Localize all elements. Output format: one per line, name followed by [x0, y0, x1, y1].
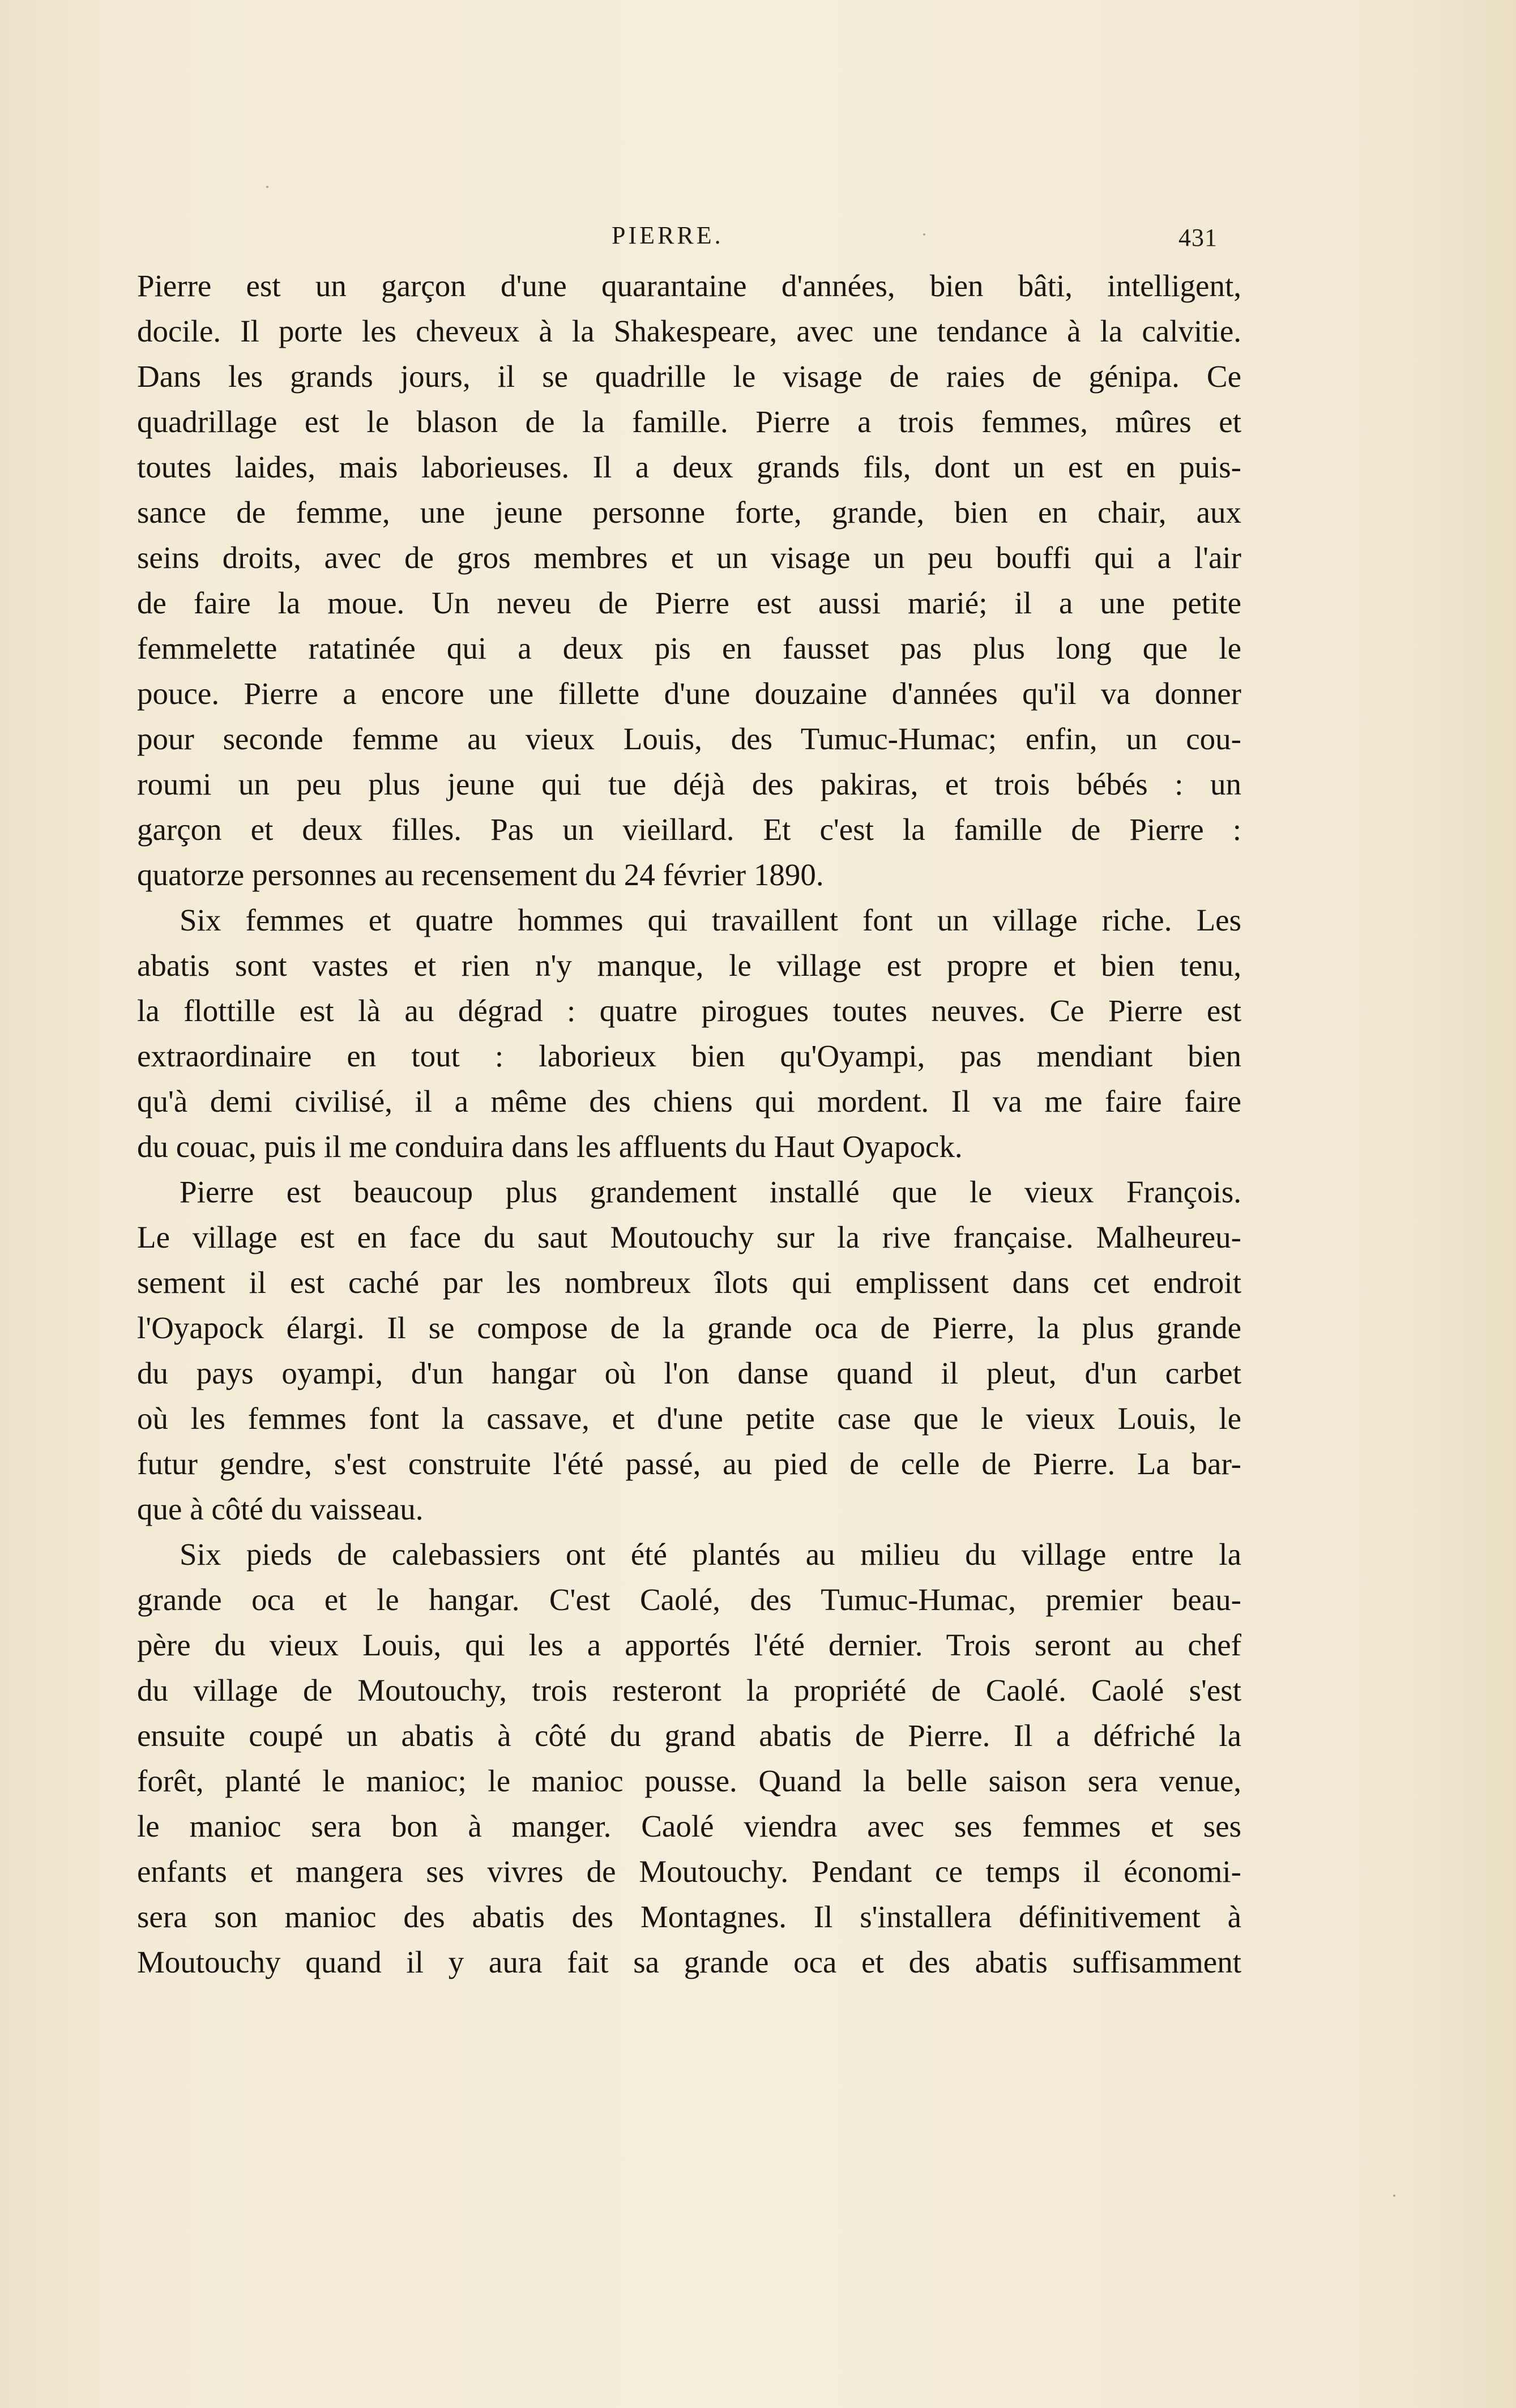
text-line: père du vieux Louis, qui les a apportés l'été dernier. Trois seront au chef — [137, 1628, 1241, 1662]
text-line: Pierre est un garçon d'une quarantaine d'années, bien bâti, intelligent, — [137, 268, 1241, 303]
text-line: grande oca et le hangar. C'est Caolé, des Tumuc-Humac, premier beau- — [137, 1582, 1241, 1617]
text-line: le manioc sera bon à manger. Caolé viendra avec ses femmes et ses — [137, 1809, 1241, 1843]
text-line: futur gendre, s'est construite l'été passé, au pied de celle de Pierre. La bar- — [137, 1446, 1241, 1481]
paper-speck — [266, 186, 268, 188]
text-line: du pays oyampi, d'un hangar où l'on danse quand il pleut, d'un carbet — [137, 1356, 1241, 1390]
text-line: où les femmes font la cassave, et d'une petite case que le vieux Louis, le — [137, 1401, 1241, 1436]
text-line: de faire la moue. Un neveu de Pierre est aussi marié; il a une petite — [137, 586, 1241, 620]
text-line: sance de femme, une jeune personne forte, grande, bien en chair, aux — [137, 495, 1241, 530]
text-line: toutes laides, mais laborieuses. Il a deux grands fils, dont un est en puis- — [137, 450, 1241, 484]
text-line: Le village est en face du saut Moutouchy sur la rive française. Malheureu- — [137, 1220, 1241, 1254]
text-line: que à côté du vaisseau. — [137, 1492, 424, 1526]
text-line: enfants et mangera ses vivres de Moutouchy. Pendant ce temps il économi- — [137, 1854, 1241, 1889]
text-line: quadrillage est le blason de la famille. Pierre a trois femmes, mûres et — [137, 404, 1241, 439]
text-line: l'Oyapock élargi. Il se compose de la grande oca de Pierre, la plus grande — [137, 1310, 1241, 1345]
text-line: sera son manioc des abatis des Montagnes. Il s'installera définitivement à — [137, 1899, 1241, 1934]
text-line: quatorze personnes au recensement du 24 février 1890. — [137, 857, 824, 892]
paper-speck — [923, 233, 925, 236]
text-line: Six femmes et quatre hommes qui travaillent font un village riche. Les — [180, 903, 1241, 937]
paragraph-1 — [137, 263, 1241, 898]
text-line: pouce. Pierre a encore une fillette d'une douzaine d'années qu'il va donner — [137, 676, 1241, 711]
text-line: du village de Moutouchy, trois resteront la propriété de Caolé. Caolé s'est — [137, 1673, 1241, 1707]
text-line: abatis sont vastes et rien n'y manque, le village est propre et bien tenu, — [137, 948, 1241, 983]
paragraph-3 — [137, 1169, 1241, 1532]
text-line: qu'à demi civilisé, il a même des chiens qui mordent. Il va me faire faire — [137, 1084, 1241, 1118]
text-line: garçon et deux filles. Pas un vieillard. Et c'est la famille de Pierre : — [137, 812, 1241, 847]
text-line: forêt, planté le manioc; le manioc pousse. Quand la belle saison sera venue, — [137, 1764, 1241, 1798]
text-line: sement il est caché par les nombreux îlots qui emplissent dans cet endroit — [137, 1265, 1241, 1300]
text-line: Moutouchy quand il y aura fait sa grande oca et des abatis suffisamment — [137, 1945, 1241, 1979]
text-line: du couac, puis il me conduira dans les affluents du Haut Oyapock. — [137, 1129, 963, 1164]
text-line: Six pieds de calebassiers ont été plantés au milieu du village entre la — [180, 1537, 1241, 1572]
paragraph-4 — [137, 1532, 1241, 1985]
text-line: Dans les grands jours, il se quadrille le visage de raies de génipa. Ce — [137, 359, 1241, 394]
text-line: ensuite coupé un abatis à côté du grand abatis de Pierre. Il a défriché la — [137, 1718, 1241, 1753]
text-line: pour seconde femme au vieux Louis, des Tumuc-Humac; enfin, un cou- — [137, 721, 1241, 756]
paper-speck — [1393, 2194, 1395, 2197]
running-head — [176, 221, 1229, 261]
text-line: docile. Il porte les cheveux à la Shakespeare, avec une tendance à la calvitie. — [137, 314, 1241, 348]
text-line: la flottille est là au dégrad : quatre pirogues toutes neuves. Ce Pierre est — [137, 993, 1241, 1028]
text-line: roumi un peu plus jeune qui tue déjà des pakiras, et trois bébés : un — [137, 767, 1241, 801]
text-line: extraordinaire en tout : laborieux bien qu'Oyampi, pas mendiant bien — [137, 1039, 1241, 1073]
running-title: PIERRE. — [612, 221, 724, 249]
text-line: Pierre est beaucoup plus grandement installé que le vieux François. — [180, 1175, 1241, 1209]
paragraph-2 — [137, 898, 1241, 1169]
text-line: seins droits, avec de gros membres et un visage un peu bouffi qui a l'air — [137, 540, 1241, 575]
body-text — [137, 263, 1241, 1985]
text-line: femmelette ratatinée qui a deux pis en fausset pas plus long que le — [137, 631, 1241, 665]
page-number: 431 — [1178, 224, 1218, 251]
